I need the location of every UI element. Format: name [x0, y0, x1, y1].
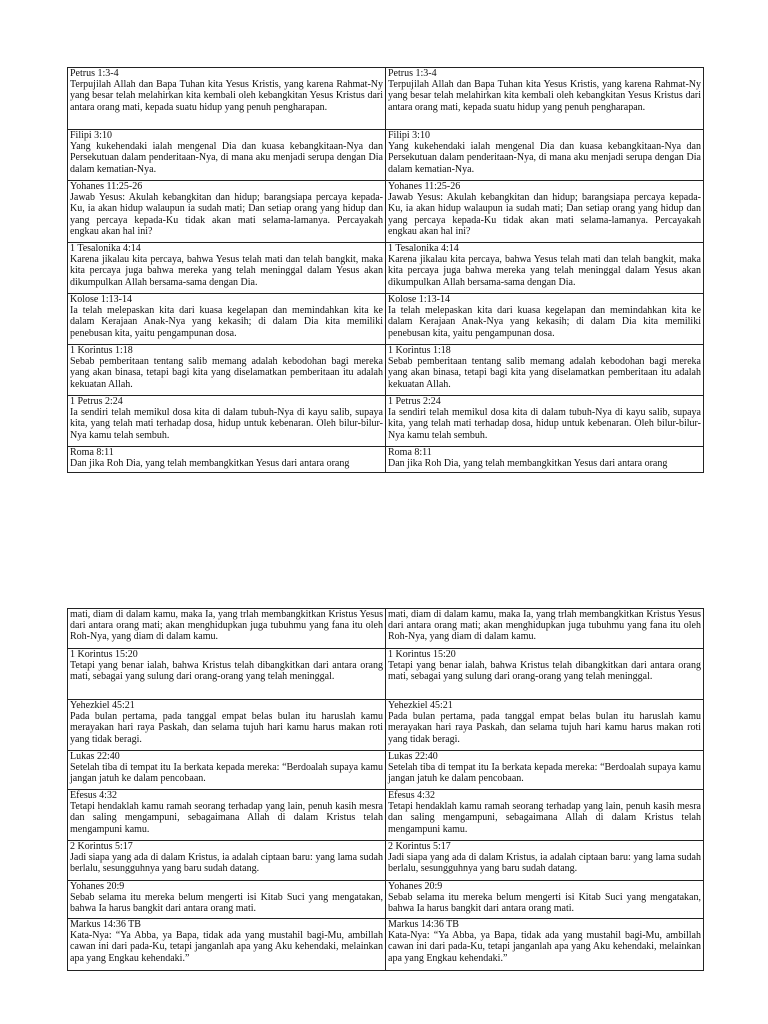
verse-card: [386, 751, 704, 790]
verse-reference: 2 Korintus 5:17: [70, 841, 133, 852]
verse-card: [386, 447, 704, 473]
verse-card: [68, 294, 386, 345]
verse-text: Tetapi hendaklah kamu ramah seorang terhadap yang lain, penuh kasih mesra dan saling mengampuni, sebagaimana Allah di dalam Kristus telah mengampuni kamu.: [388, 801, 701, 835]
verse-reference: Yehezkiel 45:21: [388, 700, 453, 711]
verse-text: Ia sendiri telah memikul dosa kita di dalam tubuh-Nya di kayu salib, supaya kita, yang telah mati terhadap dosa, hidup untuk kebenaran. Oleh bilur-bilur-Nya kamu telah sembuh.: [70, 407, 383, 441]
verse-continuation-text: mati, diam di dalam kamu, maka Ia, yang trlah membangkitkan Kristus Yesus dari antara orang mati; akan menghidupkan juga tubuhmu yang fana itu oleh Roh-Nya, yang diam di dalam kamu.: [388, 609, 701, 643]
verse-card: [68, 447, 386, 473]
verse-reference: 1 Korintus 15:20: [388, 649, 456, 660]
verse-reference: Yohanes 11:25-26: [70, 181, 143, 192]
verse-text: Jawab Yesus: Akulah kebangkitan dan hidup; barangsiapa percaya kepada-Ku, ia akan hidup walaupun ia sudah mati; Dan setiap orang yang hidup dan yang percaya kepada-Ku tidak akan mati selama-lamanya. Percayakah engkau akan hal ini?: [388, 192, 701, 237]
verse-text: Kata-Nya: “Ya Abba, ya Bapa, tidak ada yang mustahil bagi-Mu, ambillah cawan ini dari pada-Ku, tetapi janganlah apa yang Aku kehendaki, melainkan apa yang Engkau kehendaki.”: [70, 930, 383, 964]
verse-card: [68, 881, 386, 919]
verse-table-page-2: [67, 608, 704, 971]
table-row: [68, 181, 704, 243]
verse-card: [386, 294, 704, 345]
table-row: [68, 881, 704, 919]
table-row: [68, 130, 704, 181]
verse-reference: Efesus 4:32: [388, 790, 435, 801]
verse-card: [68, 243, 386, 294]
verse-card: [386, 243, 704, 294]
verse-text: Tetapi yang benar ialah, bahwa Kristus telah dibangkitkan dari antara orang mati, sebagai yang sulung dari orang-orang yang telah meninggal.: [70, 660, 383, 683]
table-row: [68, 649, 704, 700]
verse-card: [68, 345, 386, 396]
verse-reference: Filipi 3:10: [388, 130, 430, 141]
verse-card: [68, 609, 386, 649]
verse-reference: Lukas 22:40: [388, 751, 438, 762]
table-row: [68, 243, 704, 294]
verse-reference: 1 Tesalonika 4:14: [70, 243, 141, 254]
verse-text: Setelah tiba di tempat itu Ia berkata kepada mereka: “Berdoalah supaya kamu jangan jatuh ke dalam pencobaan.: [70, 762, 383, 785]
verse-text: Jadi siapa yang ada di dalam Kristus, ia adalah ciptaan baru: yang lama sudah berlalu, sesungguhnya yang baru sudah datang.: [388, 852, 701, 875]
verse-card: [386, 649, 704, 700]
verse-card: [386, 881, 704, 919]
verse-text: Sebab selama itu mereka belum mengerti isi Kitab Suci yang mengatakan, bahwa Ia harus bangkit dari antara orang mati.: [70, 892, 383, 915]
verse-card: [386, 841, 704, 881]
verse-card: [386, 700, 704, 751]
verse-text: Yang kukehendaki ialah mengenal Dia dan kuasa kebangkitaan-Nya dan Persekutuan dalam penderitaan-Nya, di mana aku menjadi serupa dengan Dia dalam kematian-Nya.: [388, 141, 701, 175]
table-row: [68, 609, 704, 649]
verse-text: Ia telah melepaskan kita dari kuasa kegelapan dan memindahkan kita ke dalam Kerajaan Anak-Nya yang kekasih; di dalam Dia kita memiliki penebusan kita, yaitu pengampunan dosa.: [70, 305, 383, 339]
verse-reference: Petrus 1:3-4: [70, 68, 119, 79]
verse-reference: 1 Korintus 1:18: [70, 345, 133, 356]
verse-reference: 1 Korintus 1:18: [388, 345, 451, 356]
table-row: [68, 700, 704, 751]
verse-text: Setelah tiba di tempat itu Ia berkata kepada mereka: “Berdoalah supaya kamu jangan jatuh ke dalam pencobaan.: [388, 762, 701, 785]
verse-reference: 2 Korintus 5:17: [388, 841, 451, 852]
table-row: [68, 919, 704, 971]
verse-reference: 1 Tesalonika 4:14: [388, 243, 459, 254]
verse-reference: Lukas 22:40: [70, 751, 120, 762]
verse-reference: Kolose 1:13-14: [70, 294, 132, 305]
verse-card: [68, 841, 386, 881]
verse-card: [386, 919, 704, 971]
verse-text: Jawab Yesus: Akulah kebangkitan dan hidup; barangsiapa percaya kepada-Ku, ia akan hidup walaupun ia sudah mati; Dan setiap orang yang hidup dan yang percaya kepada-Ku tidak akan mati selama-lamanya. Percayakah engkau akan hal ini?: [70, 192, 383, 237]
verse-card: [68, 700, 386, 751]
verse-reference: Yohanes 11:25-26: [388, 181, 461, 192]
verse-text: Karena jikalau kita percaya, bahwa Yesus telah mati dan telah bangkit, maka kita percaya juga bahwa mereka yang telah meninggal dalam Yesus akan dikumpulkan Allah bersama-sama dengan Dia.: [70, 254, 383, 288]
table-row: [68, 841, 704, 881]
verse-text: Terpujilah Allah dan Bapa Tuhan kita Yesus Kristis, yang karena Rahmat-Ny yang besar telah melahirkan kita kembali oleh kebangkitan Yesus Kristus dari antara orang mati, kepada suatu hidup yang penuh pengharapan.: [70, 79, 383, 113]
verse-reference: Roma 8:11: [70, 447, 114, 458]
verse-reference: Yohanes 20:9: [388, 881, 443, 892]
verse-text: Tetapi yang benar ialah, bahwa Kristus telah dibangkitkan dari antara orang mati, sebagai yang sulung dari orang-orang yang telah meninggal.: [388, 660, 701, 683]
verse-text: Sebab pemberitaan tentang salib memang adalah kebodohan bagi mereka yang akan binasa, tetapi bagi kita yang diselamatkan pemberitaan itu adalah kekuatan Allah.: [388, 356, 701, 390]
verse-text: Pada bulan pertama, pada tanggal empat belas bulan itu haruslah kamu merayakan hari raya Paskah, dan selama tujuh hari kamu harus makan roti yang tidak beragi.: [388, 711, 701, 745]
verse-text: Yang kukehendaki ialah mengenal Dia dan kuasa kebangkitaan-Nya dan Persekutuan dalam penderitaan-Nya, di mana aku menjadi serupa dengan Dia dalam kematian-Nya.: [70, 141, 383, 175]
verse-reference: 1 Petrus 2:24: [388, 396, 441, 407]
verse-card: [386, 790, 704, 841]
table-row: [68, 447, 704, 473]
verse-text: Tetapi hendaklah kamu ramah seorang terhadap yang lain, penuh kasih mesra dan saling mengampuni, sebagaimana Allah di dalam Kristus telah mengampuni kamu.: [70, 801, 383, 835]
verse-reference: Efesus 4:32: [70, 790, 117, 801]
verse-card: [386, 396, 704, 447]
verse-card: [68, 919, 386, 971]
verse-card: [386, 609, 704, 649]
verse-reference: Roma 8:11: [388, 447, 432, 458]
verse-reference: Filipi 3:10: [70, 130, 112, 141]
table-row: [68, 345, 704, 396]
verse-text: Dan jika Roh Dia, yang telah membangkitkan Yesus dari antara orang: [388, 458, 668, 470]
verse-card: [68, 396, 386, 447]
table-row: [68, 294, 704, 345]
verse-reference: Yohanes 20:9: [70, 881, 125, 892]
verse-text: Sebab selama itu mereka belum mengerti isi Kitab Suci yang mengatakan, bahwa Ia harus bangkit dari antara orang mati.: [388, 892, 701, 915]
verse-card: [68, 181, 386, 243]
verse-text: Ia sendiri telah memikul dosa kita di dalam tubuh-Nya di kayu salib, supaya kita, yang telah mati terhadap dosa, hidup untuk kebenaran. Oleh bilur-bilur-Nya kamu telah sembuh.: [388, 407, 701, 441]
verse-card: [68, 790, 386, 841]
verse-card: [68, 68, 386, 130]
verse-card: [386, 130, 704, 181]
verse-text: Terpujilah Allah dan Bapa Tuhan kita Yesus Kristis, yang karena Rahmat-Ny yang besar telah melahirkan kita kembali oleh kebangkitan Yesus Kristus dari antara orang mati, kepada suatu hidup yang penuh pengharapan.: [388, 79, 701, 113]
verse-reference: Yehezkiel 45:21: [70, 700, 135, 711]
table-row: [68, 751, 704, 790]
verse-card: [68, 751, 386, 790]
verse-card: [386, 345, 704, 396]
verse-card: [68, 649, 386, 700]
verse-card: [386, 68, 704, 130]
verse-text: Dan jika Roh Dia, yang telah membangkitkan Yesus dari antara orang: [70, 458, 350, 470]
verse-card: [68, 130, 386, 181]
verse-text: Ia telah melepaskan kita dari kuasa kegelapan dan memindahkan kita ke dalam Kerajaan Anak-Nya yang kekasih; di dalam Dia kita memiliki penebusan kita, yaitu pengampunan dosa.: [388, 305, 701, 339]
verse-continuation-text: mati, diam di dalam kamu, maka Ia, yang trlah membangkitkan Kristus Yesus dari antara orang mati; akan menghidupkan juga tubuhmu yang fana itu oleh Roh-Nya, yang diam di dalam kamu.: [70, 609, 383, 643]
verse-text: Karena jikalau kita percaya, bahwa Yesus telah mati dan telah bangkit, maka kita percaya juga bahwa mereka yang telah meninggal dalam Yesus akan dikumpulkan Allah bersama-sama dengan Dia.: [388, 254, 701, 288]
verse-reference: 1 Petrus 2:24: [70, 396, 123, 407]
verse-table-page-1: [67, 67, 704, 473]
table-row: [68, 790, 704, 841]
verse-text: Kata-Nya: “Ya Abba, ya Bapa, tidak ada yang mustahil bagi-Mu, ambillah cawan ini dari pada-Ku, tetapi janganlah apa yang Aku kehendaki, melainkan apa yang Engkau kehendaki.”: [388, 930, 701, 964]
verse-reference: Markus 14:36 TB: [70, 919, 141, 930]
table-row: [68, 68, 704, 130]
verse-reference: 1 Korintus 15:20: [70, 649, 138, 660]
verse-reference: Markus 14:36 TB: [388, 919, 459, 930]
table-row: [68, 396, 704, 447]
verse-reference: Petrus 1:3-4: [388, 68, 437, 79]
verse-card: [386, 181, 704, 243]
verse-text: Sebab pemberitaan tentang salib memang adalah kebodohan bagi mereka yang akan binasa, tetapi bagi kita yang diselamatkan pemberitaan itu adalah kekuatan Allah.: [70, 356, 383, 390]
verse-text: Jadi siapa yang ada di dalam Kristus, ia adalah ciptaan baru: yang lama sudah berlalu, sesungguhnya yang baru sudah datang.: [70, 852, 383, 875]
verse-text: Pada bulan pertama, pada tanggal empat belas bulan itu haruslah kamu merayakan hari raya Paskah, dan selama tujuh hari kamu harus makan roti yang tidak beragi.: [70, 711, 383, 745]
verse-reference: Kolose 1:13-14: [388, 294, 450, 305]
